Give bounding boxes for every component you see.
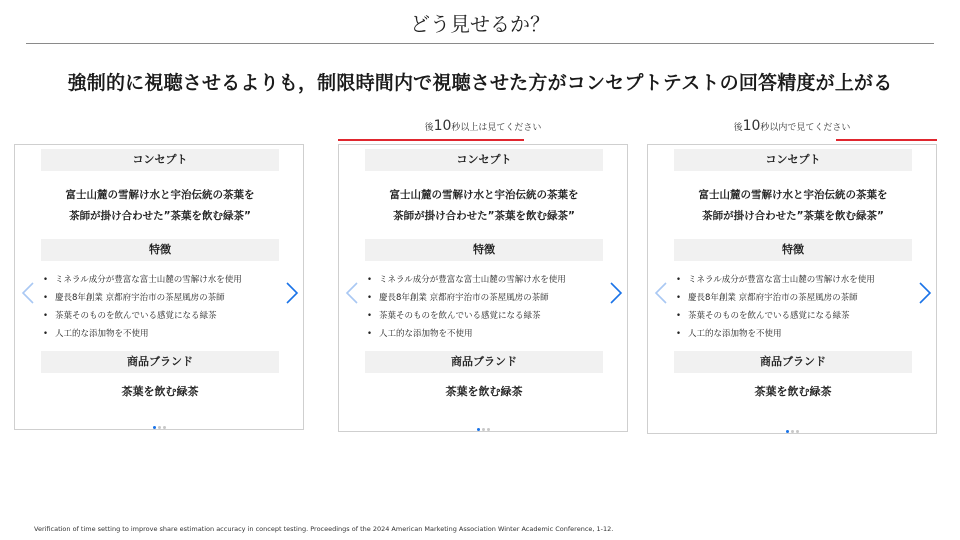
feature-text: 茶葉そのものを飲んでいる感覚になる緑茶: [55, 311, 217, 321]
timer-number: 10: [742, 118, 761, 134]
brand-heading: 商品ブランド: [674, 351, 912, 373]
chevron-right-icon[interactable]: [609, 281, 623, 305]
bullet: •: [676, 275, 682, 285]
carousel-dot[interactable]: [477, 428, 480, 431]
timer-number: 10: [433, 118, 452, 134]
chevron-left-icon[interactable]: [345, 281, 359, 305]
timer-prefix: 後: [424, 123, 434, 133]
carousel-dot[interactable]: [786, 430, 789, 433]
bullet: •: [367, 275, 373, 285]
headline: 強制的に視聴させるよりも，制限時間内で視聴させた方がコンセプトテストの回答精度が上がる: [67, 72, 893, 94]
bullet: •: [367, 293, 373, 303]
concept-line: 富士山麓の雪解け水と宇治伝統の茶葉を: [698, 189, 888, 201]
feature-text: 人工的な添加物を不使用: [688, 329, 782, 339]
bullet: •: [43, 329, 49, 339]
feature-text: 人工的な添加物を不使用: [55, 329, 149, 339]
bullet: •: [43, 275, 49, 285]
concept-text: [674, 171, 912, 239]
features-list: [365, 261, 603, 351]
citation: Verification of time setting to improve share estimation accuracy in concept testing. Proceedings of the 2024 American Marketing Association Winter Academic Conference, 1-12.: [34, 525, 614, 533]
brand-name: 茶葉を飲む緑茶: [121, 385, 199, 398]
brand-name: 茶葉を飲む緑茶: [445, 385, 523, 398]
carousel-dots: [339, 419, 627, 431]
card-content: [365, 149, 603, 411]
features-heading: 特徴: [674, 239, 912, 261]
chevron-left-icon[interactable]: [21, 281, 35, 305]
carousel-dot[interactable]: [796, 430, 799, 433]
feature-text: ミネラル成分が豊富な富士山麓の雪解け水を使用: [55, 275, 242, 285]
card-content: [674, 149, 912, 411]
timer-label-max: [647, 118, 937, 134]
title-divider: [26, 43, 934, 44]
carousel-dot[interactable]: [153, 426, 156, 429]
feature-text: 茶葉そのものを飲んでいる感覚になる緑茶: [379, 311, 541, 321]
carousel-dot[interactable]: [158, 426, 161, 429]
feature-text: 慶長8年創業 京都府宇治市の茶屋風房の茶師: [688, 293, 858, 303]
feature-item: [674, 307, 912, 325]
carousel-dots: [15, 417, 303, 429]
chevron-right-icon[interactable]: [285, 281, 299, 305]
concept-line: 茶師が掛け合わせた”茶葉を飲む緑茶”: [702, 210, 884, 222]
card-content: [41, 149, 279, 411]
feature-item: [365, 289, 603, 307]
bullet: •: [676, 329, 682, 339]
concept-heading: コンセプト: [41, 149, 279, 171]
feature-item: [41, 271, 279, 289]
concept-heading: コンセプト: [674, 149, 912, 171]
concept-card-forced: [14, 144, 304, 430]
feature-item: [674, 271, 912, 289]
bullet: •: [676, 293, 682, 303]
concept-text: [365, 171, 603, 239]
concept-card-max-time: [647, 144, 937, 434]
concept-line: 富士山麓の雪解け水と宇治伝統の茶葉を: [389, 189, 579, 201]
concept-line: 富士山麓の雪解け水と宇治伝統の茶葉を: [65, 189, 255, 201]
feature-item: [365, 325, 603, 343]
feature-item: [674, 325, 912, 343]
bullet: •: [43, 311, 49, 321]
feature-item: [41, 289, 279, 307]
bullet: •: [367, 311, 373, 321]
timer-bar-min: [338, 139, 524, 141]
chevron-left-icon[interactable]: [654, 281, 668, 305]
feature-text: ミネラル成分が豊富な富士山麓の雪解け水を使用: [379, 275, 566, 285]
feature-text: 茶葉そのものを飲んでいる感覚になる緑茶: [688, 311, 850, 321]
bullet: •: [676, 311, 682, 321]
carousel-dots: [648, 421, 936, 433]
feature-item: [365, 271, 603, 289]
feature-text: ミネラル成分が豊富な富士山麓の雪解け水を使用: [688, 275, 875, 285]
concept-text: [41, 171, 279, 239]
carousel-dot[interactable]: [163, 426, 166, 429]
concept-line: 茶師が掛け合わせた”茶葉を飲む緑茶”: [393, 210, 575, 222]
feature-item: [41, 325, 279, 343]
feature-item: [365, 307, 603, 325]
timer-prefix: 後: [733, 123, 743, 133]
brand-name: 茶葉を飲む緑茶: [754, 385, 832, 398]
feature-text: 人工的な添加物を不使用: [379, 329, 473, 339]
feature-text: 慶長8年創業 京都府宇治市の茶屋風房の茶師: [55, 293, 225, 303]
chevron-right-icon[interactable]: [918, 281, 932, 305]
slide-title: どう見せるか？: [410, 12, 550, 36]
feature-text: 慶長8年創業 京都府宇治市の茶屋風房の茶師: [379, 293, 549, 303]
carousel-dot[interactable]: [482, 428, 485, 431]
timer-bar-max: [836, 139, 937, 141]
carousel-dot[interactable]: [487, 428, 490, 431]
features-heading: 特徴: [41, 239, 279, 261]
features-list: [674, 261, 912, 351]
feature-item: [41, 307, 279, 325]
concept-line: 茶師が掛け合わせた”茶葉を飲む緑茶”: [69, 210, 251, 222]
feature-item: [674, 289, 912, 307]
concept-heading: コンセプト: [365, 149, 603, 171]
timer-suffix: 秒以上は見てください: [451, 123, 542, 133]
bullet: •: [367, 329, 373, 339]
features-heading: 特徴: [365, 239, 603, 261]
bullet: •: [43, 293, 49, 303]
features-list: [41, 261, 279, 351]
concept-card-min-time: [338, 144, 628, 432]
timer-suffix: 秒以内で見てください: [760, 123, 851, 133]
brand-heading: 商品ブランド: [365, 351, 603, 373]
brand-heading: 商品ブランド: [41, 351, 279, 373]
carousel-dot[interactable]: [791, 430, 794, 433]
timer-label-min: [338, 118, 628, 134]
